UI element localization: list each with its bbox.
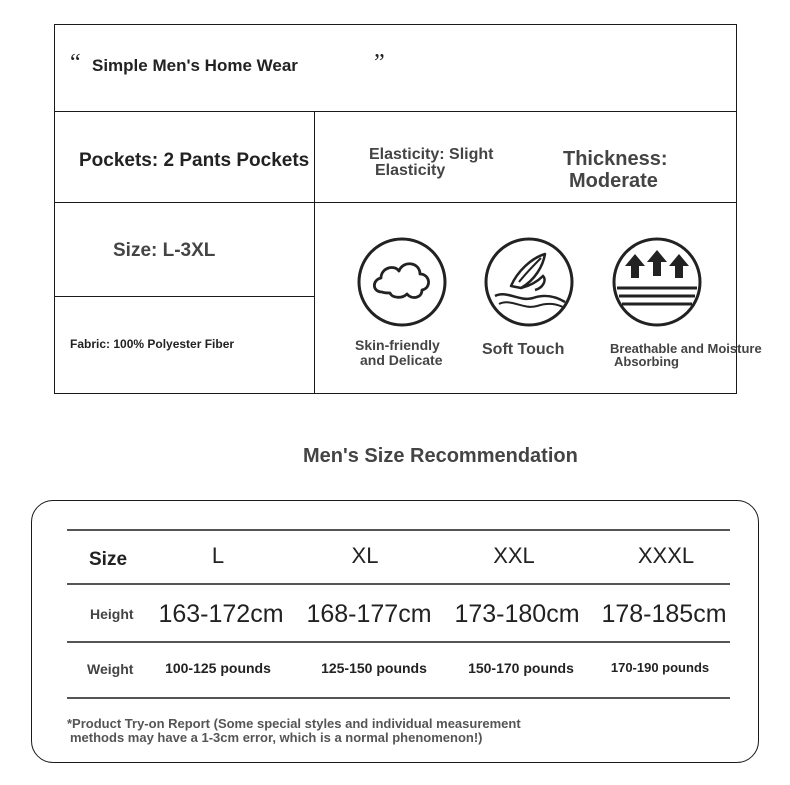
size-recommendation-heading: Men's Size Recommendation (303, 445, 578, 467)
table-rule-2 (67, 583, 730, 585)
size-cell: XL (351, 543, 379, 568)
fabric-text: Fabric: 100% Polyester Fiber (70, 337, 235, 351)
table-rule-top (67, 529, 730, 531)
grid-line-vertical (314, 111, 315, 394)
pockets-text: Pockets: 2 Pants Pockets (79, 150, 310, 171)
size-cell: XXXL (637, 543, 695, 568)
feather-touch-icon (483, 236, 575, 328)
size-cell: L (211, 543, 225, 568)
row-header-weight: Weight (87, 661, 134, 677)
grid-line-2 (54, 202, 737, 203)
weight-cell: 150-170 pounds (468, 660, 574, 676)
cloud-icon (356, 236, 448, 328)
thickness-line-2: Moderate (569, 170, 658, 192)
breathable-arrows-icon (611, 236, 703, 328)
weight-cell: 125-150 pounds (321, 660, 427, 676)
icon-label-breathable-2: Absorbing (614, 354, 679, 369)
grid-line-1 (54, 111, 737, 112)
table-rule-3 (67, 641, 730, 643)
row-header-height: Height (90, 606, 134, 622)
weight-cell: 100-125 pounds (165, 660, 271, 676)
close-quote: ” (374, 50, 385, 76)
elasticity-line-2: Elasticity (375, 162, 446, 179)
weight-cell: 170-190 pounds (610, 660, 710, 675)
size-range-text: Size: L-3XL (113, 240, 216, 261)
product-title: Simple Men's Home Wear (92, 56, 298, 75)
icon-label-breathable-1: Breathable and Moisture (610, 341, 762, 356)
icon-label-skin-1: Skin-friendly (355, 337, 440, 353)
height-cell: 168-177cm (306, 600, 432, 628)
table-rule-bottom (67, 697, 730, 699)
open-quote: “ (70, 50, 81, 76)
elasticity-line-1: Elasticity: Slight (369, 146, 494, 163)
height-cell: 178-185cm (601, 600, 727, 628)
row-header-size: Size (89, 549, 128, 570)
size-cell: XXL (493, 543, 535, 568)
measurement-note-line-2: methods may have a 1-3cm error, which is a normal phenomenon!) (70, 730, 483, 745)
icon-label-skin-2: and Delicate (360, 352, 443, 368)
height-cell: 173-180cm (454, 600, 580, 628)
grid-line-3 (54, 296, 315, 297)
height-cell: 163-172cm (158, 600, 284, 628)
measurement-note-line-1: *Product Try-on Report (Some special styles and individual measurement (67, 716, 521, 731)
icon-label-soft-touch: Soft Touch (482, 341, 565, 358)
thickness-line-1: Thickness: (563, 148, 668, 170)
